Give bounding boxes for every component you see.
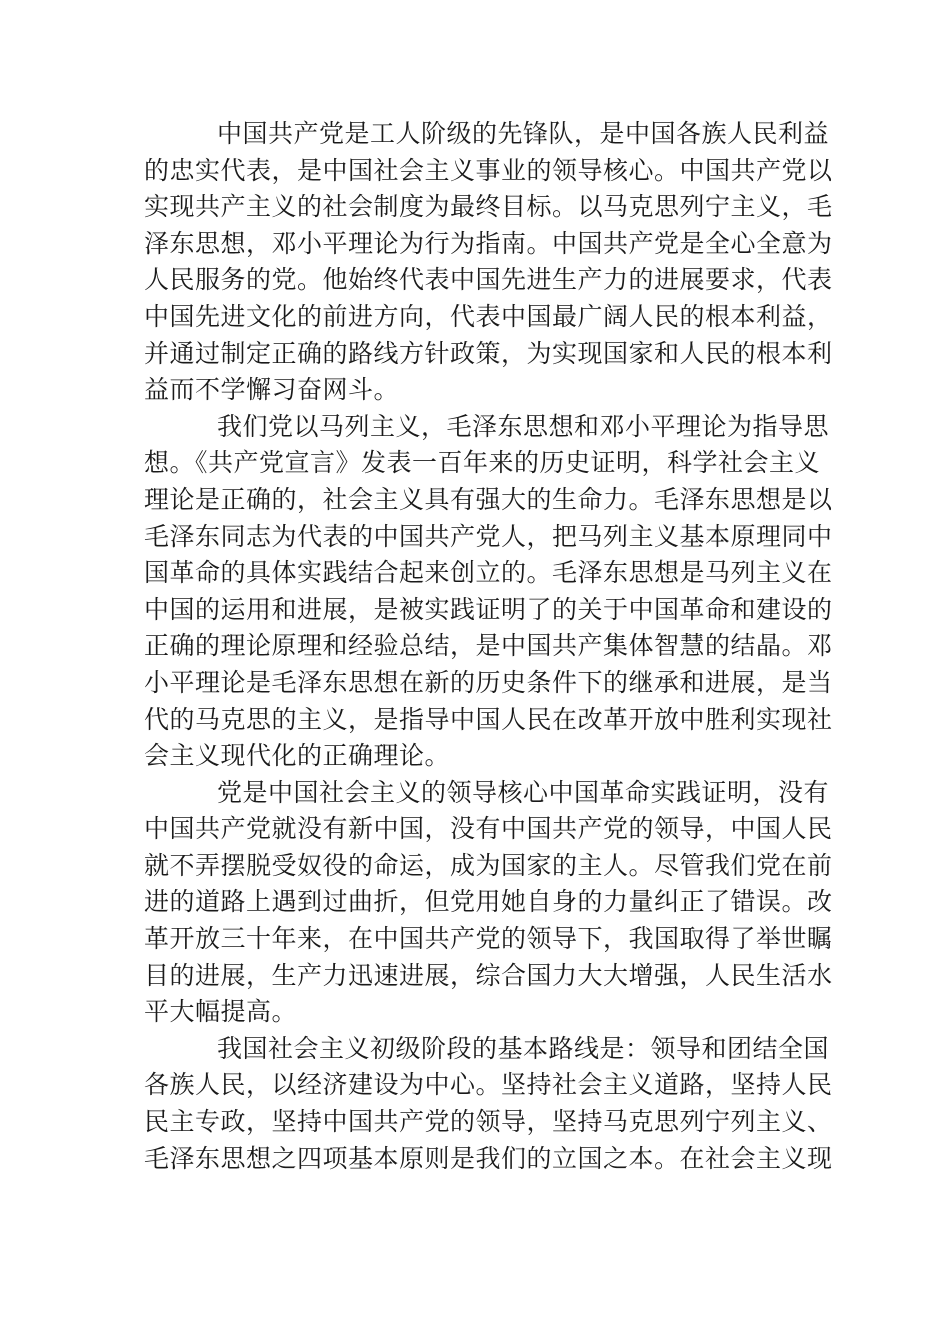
text-line: 并通过制定正确的路线方针政策，为实现国家和人民的根本利 bbox=[144, 338, 833, 368]
text-line: 目的进展，生产力迅速进展，综合国力大大增强，人民生活水 bbox=[144, 960, 833, 990]
text-line: 理论是正确的，社会主义具有强大的生命力。毛泽东思想是以 bbox=[144, 484, 833, 514]
paragraph-4 bbox=[144, 1031, 833, 1177]
text-line: 益而不学懈习奋网斗。 bbox=[144, 375, 400, 405]
text-line: 我们党以马列主义，毛泽东思想和邓小平理论为指导思 bbox=[217, 411, 830, 441]
text-line: 中国的运用和进展，是被实践证明了的关于中国革命和建设的 bbox=[144, 594, 833, 624]
text-line: 的忠实代表，是中国社会主义事业的领导核心。中国共产党以 bbox=[144, 155, 833, 185]
text-line: 进的道路上遇到过曲折，但党用她自身的力量纠正了错误。改 bbox=[144, 887, 833, 917]
paragraph-2 bbox=[144, 409, 833, 775]
paragraph-3 bbox=[144, 775, 833, 1031]
text-line: 实现共产主义的社会制度为最终目标。以马克思列宁主义，毛 bbox=[144, 192, 833, 222]
text-line: 想。《共产党宣言》发表一百年来的历史证明，科学社会主义 bbox=[144, 448, 821, 478]
text-line: 我国社会主义初级阶段的基本路线是：领导和团结全国 bbox=[217, 1033, 830, 1063]
text-line: 会主义现代化的正确理论。 bbox=[144, 741, 451, 771]
text-line: 党是中国社会主义的领导核心中国革命实践证明，没有 bbox=[217, 777, 830, 807]
text-line: 国革命的具体实践结合起来创立的。毛泽东思想是马列主义在 bbox=[144, 558, 833, 588]
text-line: 中国共产党是工人阶级的先锋队，是中国各族人民利益 bbox=[217, 119, 830, 148]
text-line: 就不弄摆脱受奴役的命运，成为国家的主人。尽管我们党在前 bbox=[144, 850, 833, 880]
text-line: 平大幅提高。 bbox=[144, 997, 298, 1027]
text-line: 革开放三十年来，在中国共产党的领导下，我国取得了举世瞩 bbox=[144, 924, 833, 954]
text-line: 毛泽东同志为代表的中国共产党人，把马列主义基本原理同中 bbox=[144, 521, 833, 551]
text-line: 中国先进文化的前进方向，代表中国最广阔人民的根本利益， bbox=[144, 301, 833, 331]
text-line: 各族人民，以经济建设为中心。坚持社会主义道路，坚持人民 bbox=[144, 1070, 833, 1100]
text-line: 民主专政，坚持中国共产党的领导，坚持马克思列宁列主义、 bbox=[144, 1107, 833, 1137]
text-line: 代的马克思的主义，是指导中国人民在改革开放中胜利实现社 bbox=[144, 704, 833, 734]
text-line: 小平理论是毛泽东思想在新的历史条件下的继承和进展，是当 bbox=[144, 667, 833, 697]
text-line: 正确的理论原理和经验总结，是中国共产集体智慧的结晶。邓 bbox=[144, 631, 833, 661]
text-line: 中国共产党就没有新中国，没有中国共产党的领导，中国人民 bbox=[144, 814, 833, 844]
text-line: 毛泽东思想之四项基本原则是我们的立国之本。在社会主义现 bbox=[144, 1143, 833, 1173]
text-line: 泽东思想，邓小平理论为行为指南。中国共产党是全心全意为 bbox=[144, 228, 833, 258]
paragraph-1 bbox=[144, 116, 833, 409]
text-line: 人民服务的党。他始终代表中国先进生产力的进展要求，代表 bbox=[144, 265, 833, 295]
document-body bbox=[144, 116, 833, 1177]
